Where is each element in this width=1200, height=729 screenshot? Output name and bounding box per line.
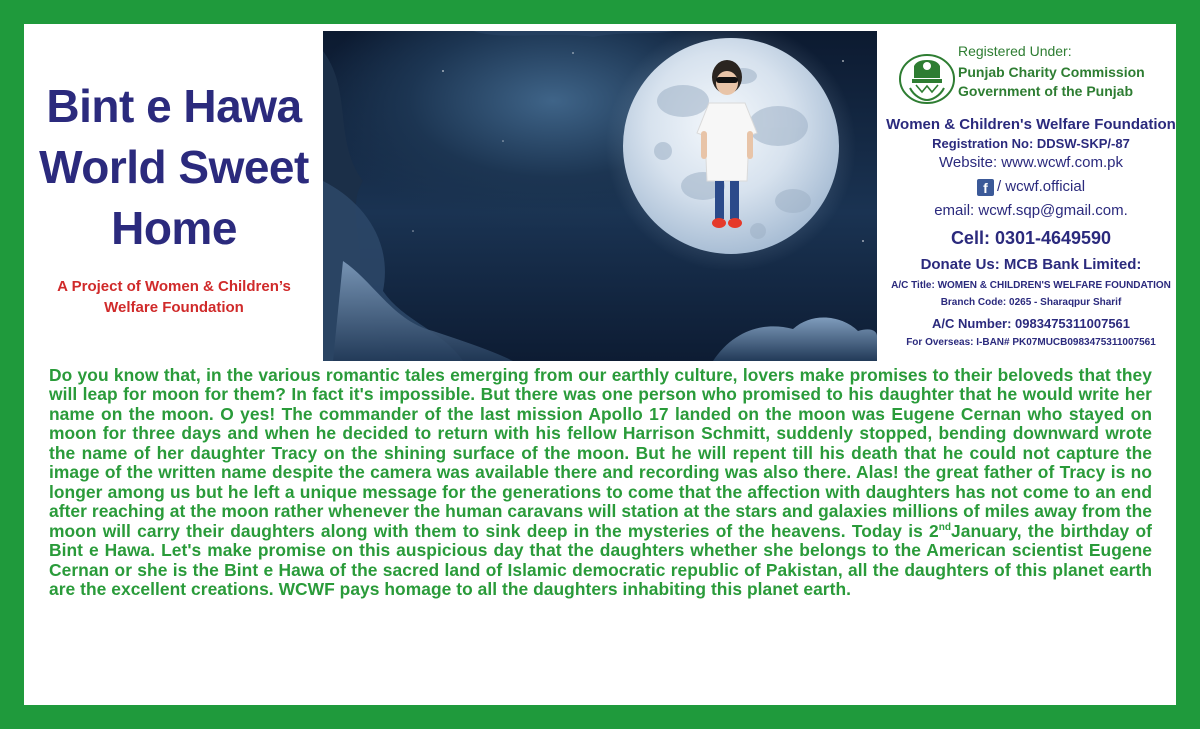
government-of-punjab: Government of the Punjab	[958, 83, 1134, 99]
branch-code: Branch Code: 0265 - Sharaqpur Sharif	[940, 297, 1122, 308]
date-superscript: nd	[938, 521, 952, 533]
moon-hero-image	[323, 31, 877, 361]
website-link[interactable]: Website: www.wcwf.com.pk	[939, 154, 1123, 171]
title-line-2: World Sweet	[39, 141, 309, 193]
message-part-1: Do you know that, in the various romantic tales emerging from our earthly culture, lovers make promises to their beloveds that they will leap for moon for them? In fact it's impossible. But there was one person who promised to his daughter that he would write her name on the moon. O yes! The commander of the last mission Apollo 17 landed on the moon was Eugene Cernan who stayed on moon for three days and when he decided to return with his fellow Harrison Schmitt, suddenly stopped, bending downward wrote the name of her daughter Tracy on the shining surface of the moon. But he will repent till his death that he could not capture the image of the written name despite the camera was available there and recording was also there. Alas! the great father of Tracy is no longer among us but he left a unique message for the generations to come that the affection with daughters has not come to an end after reaching at the moon rather whenever the human caravans will station at the stars and galaxies millions of miles away from the moon will carry their daughters along with them to sink deep in the mysteries of the heavens. Today is 2	[49, 365, 1152, 541]
message-part-2: January, the birthday of Bint e Hawa. Let's make promise on this auspicious day that the daughters whether she belongs to the American scientist Eugene Cernan or she is the Bint e Hawa of the sacred land of Islamic democratic republic of Pakistan, all the daughters of this planet earth are the excellent creations. WCWF pays homage to all the daughters inhabiting this planet earth.	[49, 520, 1152, 599]
account-title: A/C Title: WOMEN & CHILDREN'S WELFARE FOUNDATION	[891, 280, 1171, 291]
facebook-icon: f	[977, 179, 994, 196]
main-message-paragraph	[49, 366, 1152, 599]
punjab-government-emblem-icon	[898, 52, 956, 106]
project-line-2: Welfare Foundation	[104, 299, 244, 316]
project-caption	[24, 276, 324, 318]
moon-scene-illustration	[323, 31, 877, 361]
project-line-1: A Project of Women & Children’s	[57, 278, 291, 295]
cell-number: Cell: 0301-4649590	[950, 228, 1112, 248]
title-line-3: Home	[111, 202, 237, 254]
overseas-iban: For Overseas: I-BAN# PK07MUCB0983475311007561	[906, 337, 1156, 348]
facebook-handle: / wcwf.official	[996, 178, 1086, 195]
donate-heading: Donate Us: MCB Bank Limited:	[920, 256, 1142, 273]
title-line-1: Bint e Hawa	[46, 80, 302, 132]
organization-name: Women & Children's Welfare Foundation	[886, 116, 1176, 133]
email-link[interactable]: email: wcwf.sqp@gmail.com.	[934, 202, 1128, 219]
facebook-row[interactable]	[886, 178, 1176, 196]
poster-card	[24, 24, 1176, 705]
registered-under-label: Registered Under:	[958, 43, 1072, 59]
punjab-charity-commission: Punjab Charity Commission	[958, 64, 1145, 80]
poster-title	[24, 76, 324, 259]
registration-number: Registration No: DDSW-SKP/-87	[932, 136, 1130, 151]
account-number: A/C Number: 0983475311007561	[931, 316, 1131, 331]
